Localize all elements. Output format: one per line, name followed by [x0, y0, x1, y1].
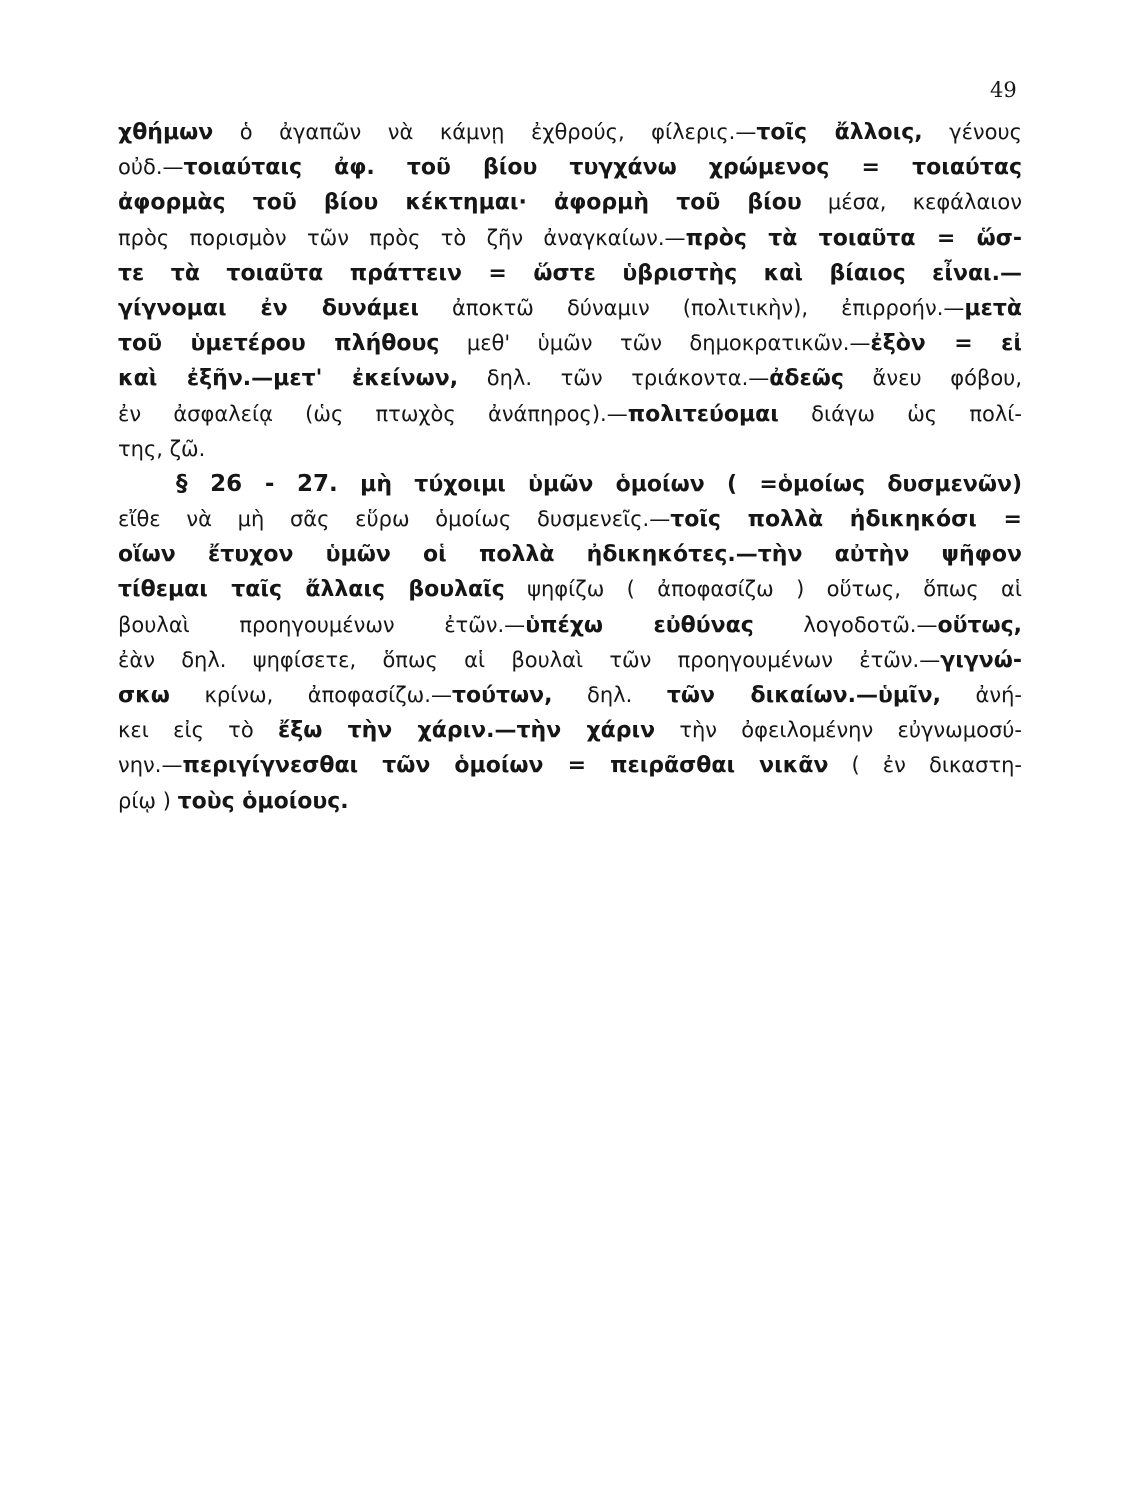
bold-lemma: γιγνώ-	[940, 647, 1022, 673]
gloss-text: μέσα, κεφάλαιον	[801, 190, 1022, 215]
gloss-text: ἀνή-	[940, 683, 1022, 707]
bold-lemma: ὑπέχω εὐθύνας	[525, 612, 754, 638]
text-line	[118, 572, 1022, 607]
gloss-text: ἄνευ φόβου,	[843, 366, 1022, 391]
gloss-text: κρίνω, ἀποφασίζω.—	[169, 683, 452, 707]
gloss-text: ρίῳ )	[118, 788, 178, 813]
gloss-text: ὁ ἀγαπῶν νὰ κάμνῃ ἐχθρούς, φίλερις.—	[213, 120, 757, 144]
text-line	[118, 537, 1022, 572]
bold-lemma: τίθεμαι ταῖς ἄλλαις βουλαῖς	[118, 577, 505, 603]
text-line	[118, 291, 1022, 326]
gloss-text: κει εἰς τὸ	[118, 718, 278, 743]
bold-lemma: μετὰ	[964, 295, 1022, 321]
bold-lemma: ἀφορμὰς τοῦ βίου κέκτημαι· ἀφορμὴ τοῦ βίου	[118, 190, 802, 216]
bold-lemma: τε τὰ τοιαῦτα πράττειν = ὥστε ὑβριστὴς καὶ βίαιος εἶναι.—	[118, 260, 1022, 286]
text-line	[118, 432, 1022, 467]
gloss-text: διάγω ὡς πολί-	[778, 401, 1022, 426]
gloss-text: λογοδοτῶ.—	[753, 612, 938, 637]
bold-lemma: οὕτως,	[937, 612, 1022, 638]
gloss-text: της, ζῶ.	[118, 436, 206, 461]
gloss-text: ἐὰν δηλ. ψηφίσετε, ὅπως αἱ βουλαὶ τῶν προηγουμένων ἐτῶν.—	[118, 647, 941, 672]
text-line	[118, 608, 1022, 643]
text-line	[118, 502, 1022, 537]
bold-lemma: ἔξω τὴν χάριν.—τὴν χάριν	[277, 718, 656, 744]
text-line	[118, 185, 1022, 220]
bold-lemma: § 26 - 27.	[176, 470, 338, 497]
gloss-text: ἀποκτῶ δύναμιν (πολιτικὴν), ἐπιρροήν.—	[418, 295, 965, 320]
bold-lemma: ἀδεῶς	[769, 366, 844, 392]
bold-lemma: σκω	[118, 683, 170, 708]
gloss-text: δηλ.	[552, 683, 667, 707]
bold-lemma: οἵων ἔτυχον ὑμῶν οἱ πολλὰ ἠδικηκότες.—τὴν αὐτὴν ψῆφον	[118, 542, 1022, 568]
gloss-text: βουλαὶ προηγουμένων ἐτῶν.—	[118, 612, 526, 637]
bold-lemma: τῶν δικαίων.—ὑμῖν,	[666, 683, 941, 708]
bold-lemma: ἐξὸν = εἰ	[870, 331, 1022, 357]
gloss-text: οὐδ.—	[118, 155, 184, 180]
text-line	[118, 678, 1022, 713]
text-line	[118, 748, 1022, 783]
gloss-text: εἴθε νὰ μὴ σᾶς εὕρω ὁμοίως δυσμενεῖς.—	[118, 507, 671, 532]
text-line	[118, 713, 1022, 748]
bold-lemma: τοιαύταις ἀφ. τοῦ βίου τυγχάνω χρώμενος = τοιαύτας	[183, 155, 1022, 181]
bold-lemma: τοῖς πολλὰ ἠδικηκόσι =	[670, 507, 1022, 533]
bold-lemma: τοὺς ὁμοίους.	[177, 788, 349, 814]
bold-lemma: πρὸς τὰ τοιαῦτα = ὥσ-	[685, 225, 1022, 251]
gloss-text: νην.—	[118, 753, 183, 778]
text-line	[118, 115, 1022, 150]
bold-lemma: μὴ τύχοιμι ὑμῶν ὁμοίων ( =ὁμοίως δυσμενῶν)	[337, 471, 1022, 497]
bold-lemma: τοῖς ἄλλοις,	[756, 120, 923, 145]
bold-lemma: τούτων,	[451, 683, 553, 708]
gloss-text: ( ἐν δικαστη-	[828, 753, 1022, 778]
text-line	[118, 784, 1022, 819]
text-line	[118, 256, 1022, 291]
bold-lemma: καὶ ἐξῆν.—μετ' ἐκείνων,	[118, 366, 459, 392]
bold-lemma: χθήμων	[118, 120, 214, 145]
text-line	[118, 326, 1022, 361]
text-line	[118, 397, 1022, 432]
text-line	[118, 361, 1022, 396]
gloss-text: τὴν ὀφειλομένην εὐγνωμοσύ-	[655, 718, 1022, 743]
text-line	[118, 643, 1022, 678]
gloss-text: ἐν ἀσφαλείᾳ (ὡς πτωχὸς ἀνάπηρος).—	[118, 401, 628, 426]
gloss-text: μεθ' ὑμῶν τῶν δημοκρατικῶν.—	[439, 331, 871, 356]
body-text	[118, 115, 1022, 819]
gloss-text: ψηφίζω ( ἀποφασίζω ) οὕτως, ὅπως αἱ	[504, 577, 1022, 602]
bold-lemma: περιγίγνεσθαι τῶν ὁμοίων = πειρᾶσθαι νικᾶν	[182, 753, 829, 779]
gloss-text: δηλ. τῶν τριάκοντα.—	[458, 366, 770, 391]
bold-lemma: γίγνομαι ἐν δυνάμει	[118, 295, 419, 321]
text-line	[118, 467, 1022, 502]
text-line	[118, 221, 1022, 256]
page-number: 49	[990, 78, 1017, 102]
bold-lemma: πολιτεύομαι	[627, 401, 779, 427]
gloss-text: γένους	[922, 120, 1022, 144]
gloss-text: πρὸς πορισμὸν τῶν πρὸς τὸ ζῆν ἀναγκαίων.—	[118, 225, 686, 250]
bold-lemma: τοῦ ὑμετέρου πλήθους	[118, 331, 440, 357]
text-line	[118, 150, 1022, 185]
